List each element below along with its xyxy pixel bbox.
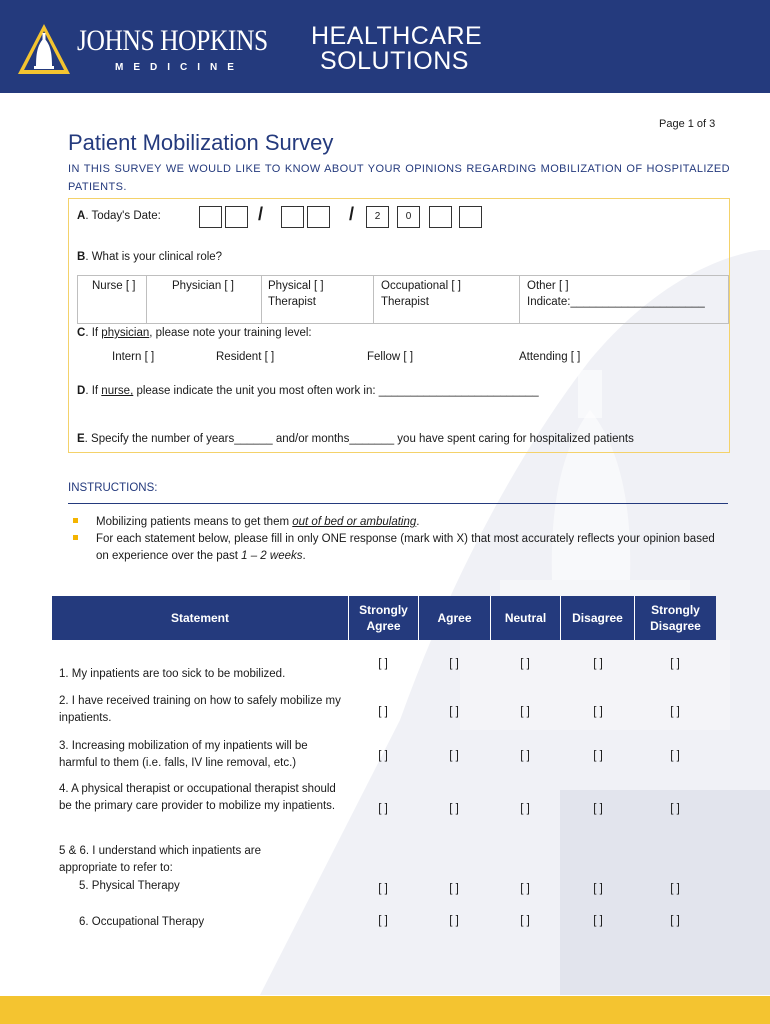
statement-5-6-group: 5 & 6. I understand which inpatients are appropriate to refer to: bbox=[59, 845, 262, 874]
response-1-disagree[interactable]: [ ] bbox=[593, 658, 603, 670]
intro-text: IN THIS SURVEY WE WOULD LIKE TO KNOW ABOUT YOUR OPINIONS REGARDING MOBILIZATION OF HOSPITALIZED PATIENTS. bbox=[68, 163, 730, 193]
response-5-disagree[interactable]: [ ] bbox=[593, 883, 603, 895]
section-a-question: A. Today's Date: bbox=[77, 210, 161, 222]
bullet-icon bbox=[73, 535, 81, 543]
column-header-strongly-disagree: Strongly Disagree bbox=[634, 596, 716, 640]
page-indicator: Page 1 of 3 bbox=[659, 118, 716, 130]
response-2-agree[interactable]: [ ] bbox=[449, 706, 459, 718]
response-5-agree[interactable]: [ ] bbox=[449, 883, 459, 895]
response-6-strongly-disagree[interactable]: [ ] bbox=[670, 915, 680, 927]
instructions-divider bbox=[68, 503, 728, 504]
response-1-strongly-disagree[interactable]: [ ] bbox=[670, 658, 680, 670]
section-d-question[interactable]: D. If nurse, please indicate the unit you most often work in: _________________________ bbox=[77, 385, 539, 397]
training-option-resident[interactable]: Resident [ ] bbox=[216, 351, 275, 363]
date-slash: / bbox=[349, 204, 355, 224]
statement-5: 5. Physical Therapy bbox=[79, 880, 180, 892]
column-header-statement: Statement bbox=[170, 611, 229, 625]
training-option-intern[interactable]: Intern [ ] bbox=[112, 351, 155, 363]
response-3-neutral[interactable]: [ ] bbox=[520, 750, 530, 762]
date-month-digit-2[interactable] bbox=[225, 206, 248, 228]
role-option-physical-therapist[interactable]: Physical [ ] Therapist bbox=[261, 275, 373, 324]
role-option-occupational-therapist[interactable]: Occupational [ ] Therapist bbox=[373, 275, 519, 324]
response-4-strongly-disagree[interactable]: [ ] bbox=[670, 803, 680, 815]
response-6-agree[interactable]: [ ] bbox=[449, 915, 459, 927]
response-3-strongly-disagree[interactable]: [ ] bbox=[670, 750, 680, 762]
column-header-disagree: Disagree bbox=[560, 596, 634, 640]
division-name-line1: HEALTHCARE bbox=[311, 22, 483, 50]
response-5-neutral[interactable]: [ ] bbox=[520, 883, 530, 895]
training-option-fellow[interactable]: Fellow [ ] bbox=[367, 351, 414, 363]
demographics-box bbox=[68, 198, 730, 453]
survey-table-header bbox=[52, 596, 716, 640]
date-year-digit-2[interactable]: 0 bbox=[397, 206, 420, 228]
role-options-row bbox=[77, 275, 729, 324]
response-4-disagree[interactable]: [ ] bbox=[593, 803, 603, 815]
division-name-line2: SOLUTIONS bbox=[320, 47, 469, 75]
section-b-question: B. What is your clinical role? bbox=[77, 251, 223, 263]
date-year-digit-1[interactable]: 2 bbox=[366, 206, 389, 228]
column-header-strongly-agree: Strongly Agree bbox=[348, 596, 418, 640]
role-option-other[interactable]: Other [ ] Indicate:_____________________ bbox=[519, 275, 729, 324]
brand-subtitle: MEDICINE bbox=[115, 62, 244, 73]
response-2-disagree[interactable]: [ ] bbox=[593, 706, 603, 718]
date-month-digit-1[interactable] bbox=[199, 206, 222, 228]
response-2-strongly-disagree[interactable]: [ ] bbox=[670, 706, 680, 718]
role-option-nurse[interactable]: Nurse [ ] bbox=[77, 275, 146, 324]
statement-4: 4. A physical therapist or occupational therapist should be the primary care provider to mobilize my inpatients. bbox=[59, 783, 336, 812]
johns-hopkins-shield-logo bbox=[16, 22, 72, 78]
bullet-icon bbox=[73, 518, 81, 526]
statement-2: 2. I have received training on how to safely mobilize my inpatients. bbox=[59, 695, 341, 724]
section-c-question: C. If physician, please note your training level: bbox=[77, 327, 312, 339]
date-day-digit-1[interactable] bbox=[281, 206, 304, 228]
response-6-disagree[interactable]: [ ] bbox=[593, 915, 603, 927]
page-title: Patient Mobilization Survey bbox=[68, 130, 334, 155]
instruction-item-2: For each statement below, please fill in only ONE response (mark with X) that most accurately reflects your opinion based on experience over the past 1 – 2 weeks. bbox=[96, 533, 715, 562]
response-6-neutral[interactable]: [ ] bbox=[520, 915, 530, 927]
response-3-strongly-agree[interactable]: [ ] bbox=[378, 750, 388, 762]
training-option-attending[interactable]: Attending [ ] bbox=[519, 351, 581, 363]
date-day-digit-2[interactable] bbox=[307, 206, 330, 228]
response-4-neutral[interactable]: [ ] bbox=[520, 803, 530, 815]
response-6-strongly-agree[interactable]: [ ] bbox=[378, 915, 388, 927]
column-header-agree: Agree bbox=[418, 596, 490, 640]
brand-name: JOHNS HOPKINS bbox=[77, 24, 268, 57]
response-2-strongly-agree[interactable]: [ ] bbox=[378, 706, 388, 718]
statement-3: 3. Increasing mobilization of my inpatients will be harmful to them (i.e. falls, IV line removal, etc.) bbox=[59, 740, 308, 769]
date-slash: / bbox=[258, 204, 264, 224]
response-1-agree[interactable]: [ ] bbox=[449, 658, 459, 670]
date-year-digit-3[interactable] bbox=[429, 206, 452, 228]
response-2-neutral[interactable]: [ ] bbox=[520, 706, 530, 718]
response-5-strongly-agree[interactable]: [ ] bbox=[378, 883, 388, 895]
response-4-strongly-agree[interactable]: [ ] bbox=[378, 803, 388, 815]
response-3-agree[interactable]: [ ] bbox=[449, 750, 459, 762]
response-4-agree[interactable]: [ ] bbox=[449, 803, 459, 815]
header-banner bbox=[0, 0, 770, 93]
column-header-neutral: Neutral bbox=[490, 596, 560, 640]
section-e-question[interactable]: E. Specify the number of years______ and/or months_______ you have spent caring for hospitalized patients bbox=[77, 433, 634, 445]
instructions-heading: INSTRUCTIONS: bbox=[68, 482, 158, 494]
statement-6: 6. Occupational Therapy bbox=[79, 916, 205, 928]
response-5-strongly-disagree[interactable]: [ ] bbox=[670, 883, 680, 895]
footer-bar bbox=[0, 996, 770, 1024]
response-3-disagree[interactable]: [ ] bbox=[593, 750, 603, 762]
response-1-strongly-agree[interactable]: [ ] bbox=[378, 658, 388, 670]
response-1-neutral[interactable]: [ ] bbox=[520, 658, 530, 670]
role-option-physician[interactable]: Physician [ ] bbox=[146, 275, 261, 324]
instruction-item-1: Mobilizing patients means to get them out of bed or ambulating. bbox=[96, 516, 420, 528]
statement-1: 1. My inpatients are too sick to be mobilized. bbox=[59, 668, 286, 680]
date-year-digit-4[interactable] bbox=[459, 206, 482, 228]
